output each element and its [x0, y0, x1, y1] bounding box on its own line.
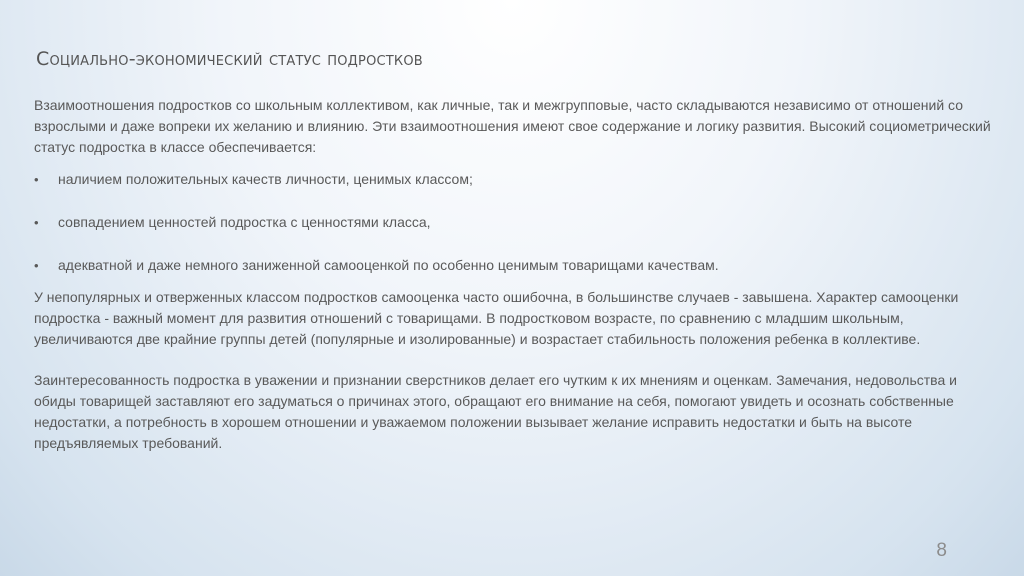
bullet-item: • адекватной и даже немного заниженной самооценкой по особенно ценимым товарищами качествам.: [34, 255, 994, 276]
bullet-item: • совпадением ценностей подростка с ценностями класса,: [34, 212, 994, 233]
bullet-item: • наличием положительных качеств личности, ценимых классом;: [34, 169, 994, 190]
slide-body: [34, 95, 994, 454]
bullet-list: [34, 169, 994, 276]
slide-title: Социально-экономический статус подростков: [36, 48, 423, 70]
page-number: 8: [936, 540, 947, 561]
body-paragraph-2: У непопулярных и отверженных классом подростков самооценка часто ошибочна, в большинстве случаев - завышена. Характер самооценки подростка - важный момент для развития отношений с товарищами. В подростковом возрасте, по сравнению с младшим школьным, увеличиваются две крайние группы детей (популярные и изолированные) и возрастает стабильность положения ребенка в коллективе.: [34, 289, 959, 347]
body-paragraph-3: Заинтересованность подростка в уважении и признании сверстников делает его чутким к их мнениям и оценкам. Замечания, недовольства и обиды товарищей заставляют его задуматься о причинах этого, обращают его внимание на себя, помогают увидеть и осознать собственные недостатки, а потребность в хорошем отношении и уважаемом положении вызывает желание исправить недостатки и быть на высоте предъявляемых требований.: [34, 372, 957, 451]
intro-paragraph: Взаимоотношения подростков со школьным коллективом, как личные, так и межгрупповые, часто складываются независимо от отношений со взрослыми и даже вопреки их желанию и влиянию. Эти взаимоотношения имеют свое содержание и логику развития. Высокий социометрический статус подростка в классе обеспечивается:: [34, 97, 991, 155]
